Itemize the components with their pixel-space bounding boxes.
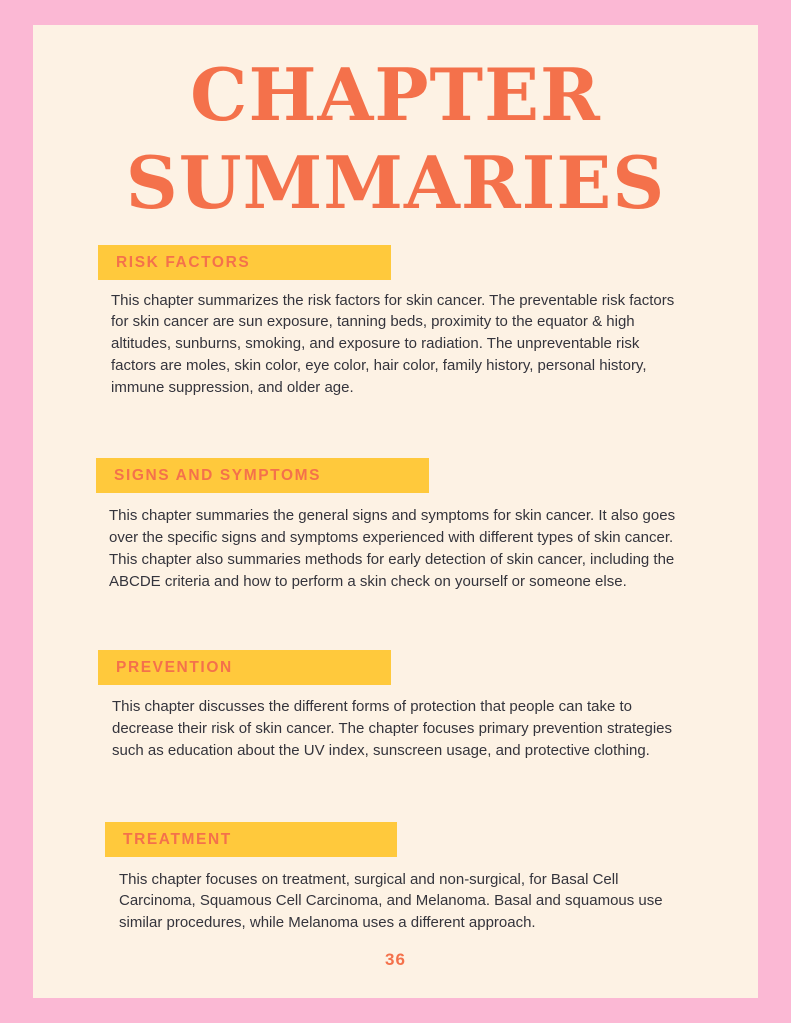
page-title-line-1: CHAPTER: [190, 52, 601, 137]
section-treatment: [33, 822, 758, 934]
document-page: [33, 25, 758, 998]
section-prevention: [33, 650, 758, 761]
page-number: 36: [385, 950, 406, 969]
section-heading: RISK FACTORS: [98, 245, 391, 280]
section-signs-and-symptoms: [33, 458, 758, 592]
section-body: This chapter summaries the general signs and symptoms for skin cancer. It also goes over the specific signs and symptoms experienced with different types of skin cancer. This chapter also summaries methods for early detection of skin cancer, including the ABCDE criteria and how to perform a skin check on yourself or someone else.: [109, 507, 676, 590]
page-title: [33, 25, 758, 227]
page-title-line-2: SUMMARIES: [125, 139, 666, 225]
section-list: [33, 245, 758, 934]
section-risk-factors: [33, 245, 758, 399]
section-heading: TREATMENT: [105, 822, 397, 857]
section-heading: PREVENTION: [98, 650, 391, 685]
section-body: This chapter discusses the different forms of protection that people can take to decrease their risk of skin cancer. The chapter focuses primary prevention strategies such as education about the UV index, sunscreen usage, and protective clothing.: [112, 698, 672, 759]
section-heading: SIGNS AND SYMPTOMS: [96, 458, 429, 493]
section-body: This chapter focuses on treatment, surgical and non-surgical, for Basal Cell Carcinoma, Squamous Cell Carcinoma, and Melanoma. Basal and squamous use similar procedures, while Melanoma uses a different approach.: [119, 870, 663, 932]
section-body: This chapter summarizes the risk factors for skin cancer. The preventable risk factors for skin cancer are sun exposure, tanning beds, proximity to the equator & high altitudes, sunburns, smoking, and exposure to radiation. The unpreventable risk factors are moles, skin color, eye color, hair color, family history, personal history, immune suppression, and older age.: [111, 291, 675, 396]
